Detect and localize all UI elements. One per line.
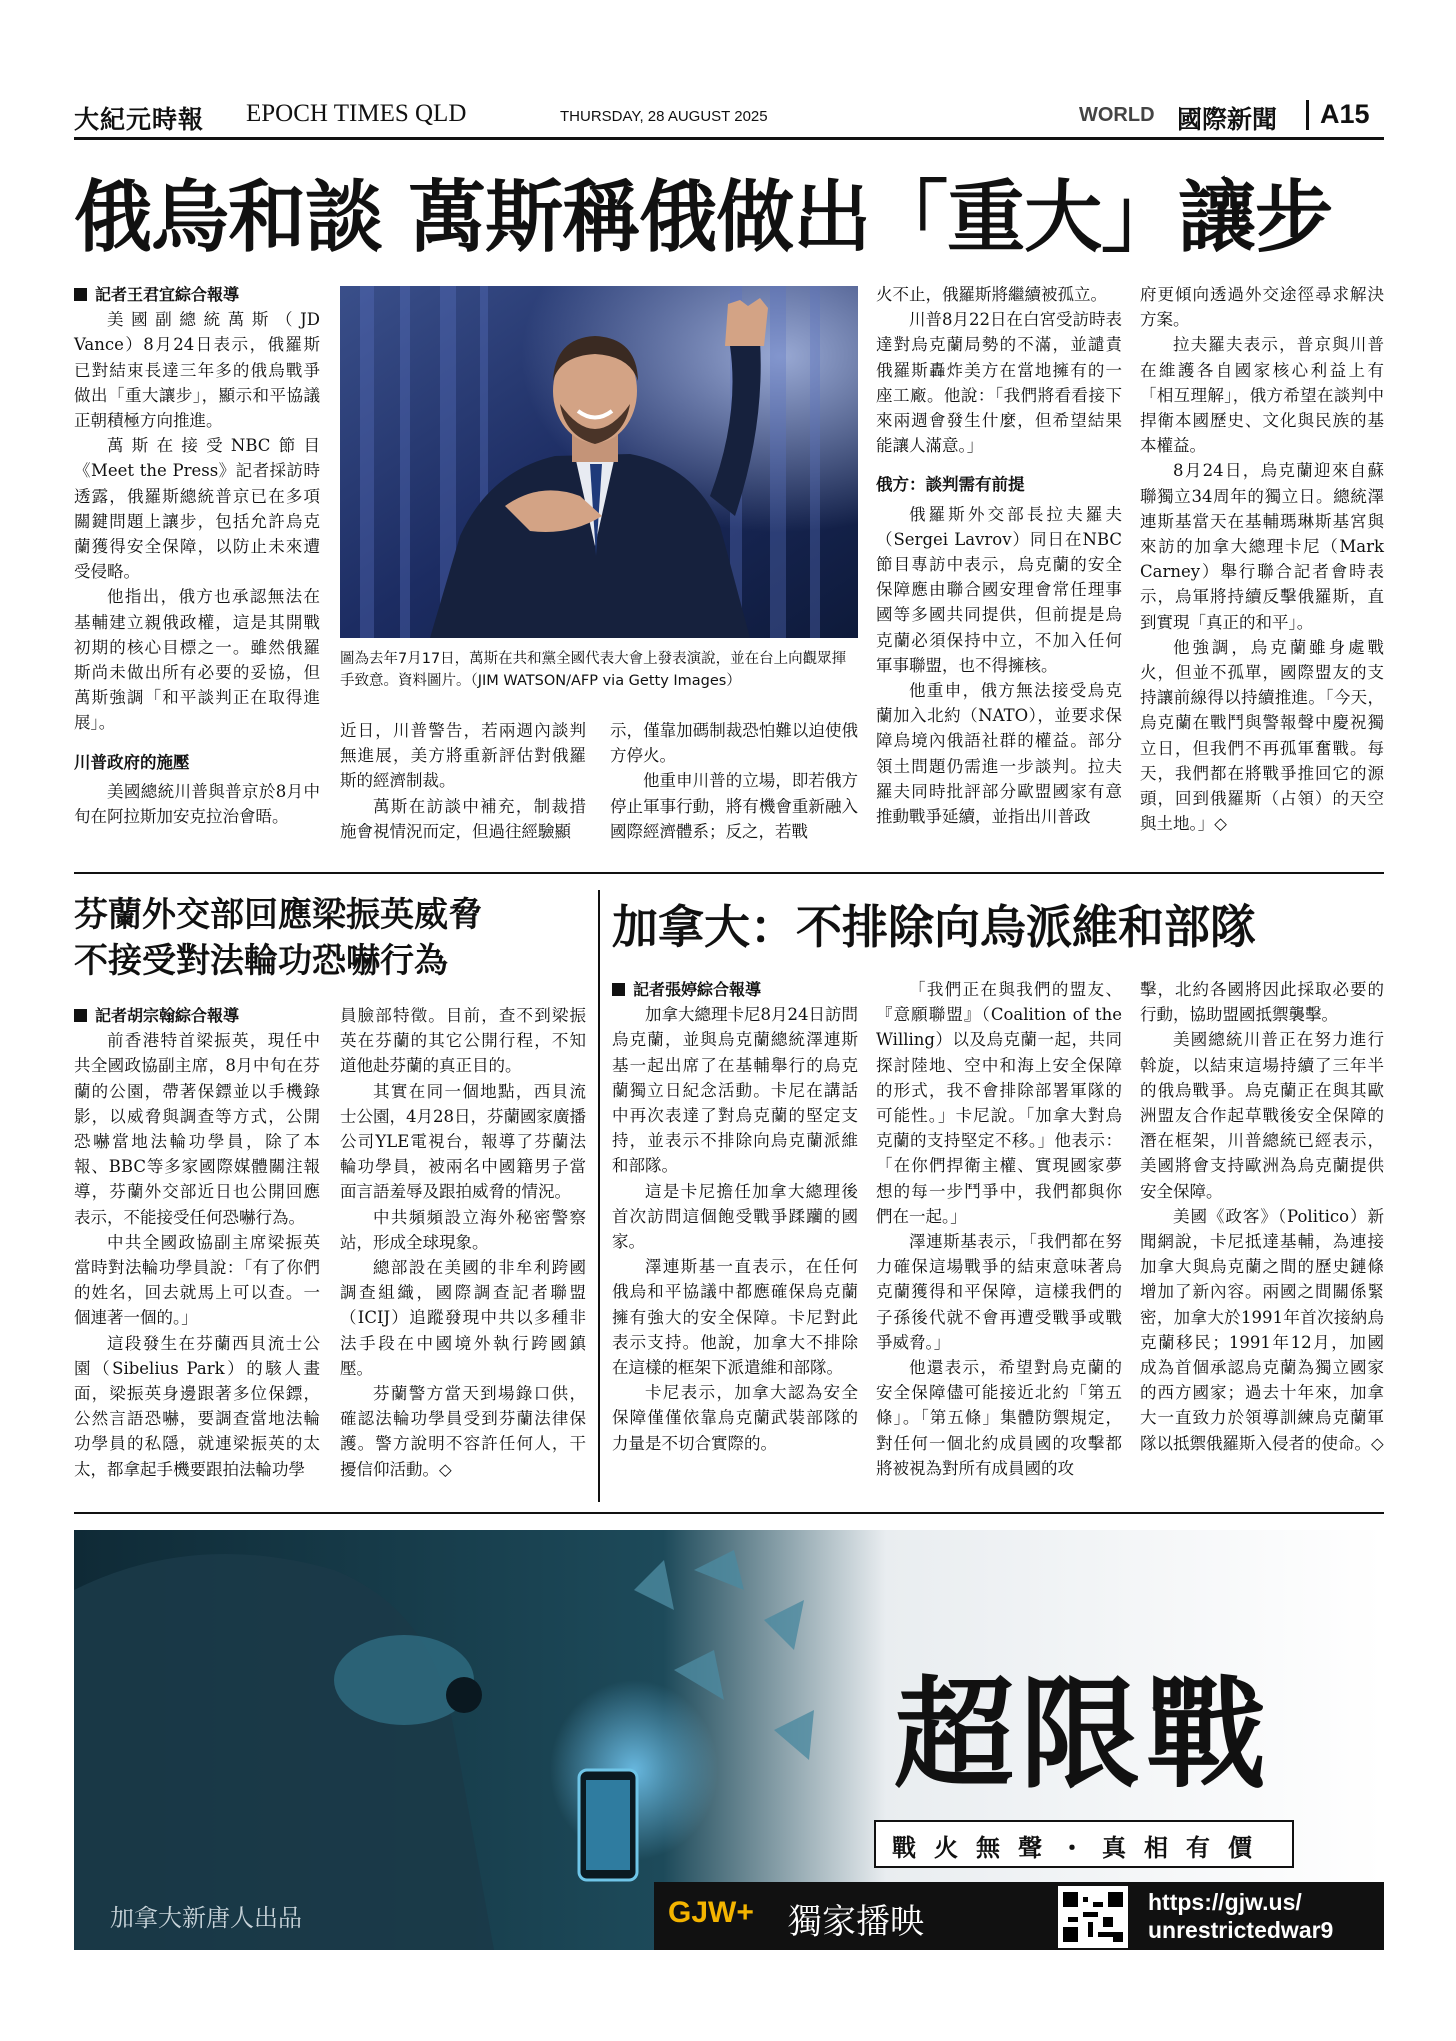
canada-column-1 xyxy=(612,977,858,1456)
photo-caption: 圖為去年7月17日，萬斯在共和黨全國代表大會上發表演說，並在台上向觀眾揮手致意。資料圖片。（JIM WATSON/AFP via Getty Images） xyxy=(340,651,847,689)
paragraph: 其實在同一個地點，西貝流士公園，4月28日，芬蘭國家廣播公司YLE電視台，報導了芬蘭法輪功學員，被兩名中國籍男子當面言語羞辱及跟拍威脅的情況。 xyxy=(340,1081,586,1202)
paragraph: 中共頻頻設立海外秘密警察站，形成全球現象。 xyxy=(340,1207,586,1252)
paragraph: 他指出，俄方也承認無法在基輔建立親俄政權，這是其開戰初期的核心目標之一。雖然俄羅斯尚未做出所有必要的妥協，但萬斯強調「和平談判正在取得進展」。 xyxy=(74,587,320,733)
lead-column-1 xyxy=(74,282,320,829)
lead-column-3 xyxy=(610,718,858,844)
paragraph: 芬蘭警方當天到場錄口供，確認法輪功學員受到芬蘭法律保護。警方說明不容許任何人，干擾信仰活動。◇ xyxy=(340,1384,586,1479)
paragraph: 府更傾向透過外交途徑尋求解決方案。 xyxy=(1140,285,1384,330)
paragraph: 示，僅靠加碼制裁恐怕難以迫使俄方停火。 xyxy=(610,721,858,766)
square-bullet-icon xyxy=(74,1009,87,1022)
paragraph: 8月24日，烏克蘭迎來自蘇聯獨立34周年的獨立日。總統澤連斯基當天在基輔瑪琳斯基宮與來訪的加拿大總理卡尼（Mark Carney）舉行聯合記者會時表示，烏軍將持續反擊俄羅斯，直到實現「真正的和平」。 xyxy=(1140,461,1384,632)
finland-column-1 xyxy=(74,1003,320,1482)
gjw-logo: GJW+ xyxy=(668,1896,754,1929)
finland-column-2 xyxy=(340,1003,586,1482)
lead-column-5 xyxy=(1140,282,1384,836)
lead-photo xyxy=(340,286,858,638)
paragraph: 美國總統川普正在努力進行斡旋，以結束這場持續了三年半的俄烏戰爭。烏克蘭正在與其歐洲盟友合作起草戰後安全保障的潛在框架，川普總統已經表示，美國將會支持歐洲為烏克蘭提供安全保障。 xyxy=(1140,1030,1384,1201)
paragraph: 他重申川普的立場，即若俄方停止軍事行動，將有機會重新融入國際經濟體系；反之，若戰 xyxy=(610,771,858,841)
canada-byline: 記者張婷綜合報導 xyxy=(612,977,858,1002)
finland-headline: 芬蘭外交部回應梁振英威脅 不接受對法輪功恐嚇行為 xyxy=(74,895,482,981)
masthead xyxy=(74,98,1384,132)
paragraph: 澤連斯基表示，「我們都在努力確保這場戰爭的結束意味著烏克蘭獲得和平保障，這樣我們的子孫後代就不會再遭受戰爭或戰爭威脅。」 xyxy=(876,1232,1122,1352)
masthead-rule xyxy=(74,137,1384,140)
vance-photo-illustration xyxy=(340,286,858,638)
newspaper-logo: 大紀元時報 xyxy=(74,105,205,134)
square-bullet-icon xyxy=(612,983,625,996)
paragraph: 火不止，俄羅斯將繼續被孤立。 xyxy=(876,285,1107,304)
paragraph: 近日，川普警告，若兩週內談判無進展，美方將重新評估對俄羅斯的經濟制裁。 xyxy=(340,721,586,791)
square-bullet-icon xyxy=(74,288,87,301)
paragraph: 他強調，烏克蘭雖身處戰火，但並不孤單，國際盟友的支持讓前線得以持續推進。「今天，烏克蘭在戰鬥與警報聲中慶祝獨立日，但我們不再孤軍奮戰。每天，我們都在將戰爭推回它的源頭，回到俄羅斯（占領）的天空與土地。」◇ xyxy=(1140,637,1384,834)
paragraph: 這段發生在芬蘭西貝流士公園（Sibelius Park）的駭人畫面，梁振英身邊跟著多位保鏢，公然言語恐嚇，要調查當地法輪功學員的私隱，就連梁振英的太太，都拿起手機要跟拍法輪功學 xyxy=(74,1333,320,1479)
paragraph: 他還表示，希望對烏克蘭的安全保障儘可能接近北約「第五條」。「第五條」集體防禦規定，對任何一個北約成員國的攻擊都將被視為對所有成員國的攻 xyxy=(876,1358,1122,1478)
ad-producer: 加拿大新唐人出品 xyxy=(110,1904,302,1932)
page-number: A15 xyxy=(1320,99,1370,129)
edition-name: EPOCH TIMES QLD xyxy=(246,100,467,127)
section-divider xyxy=(74,872,1384,874)
lead-subhead-1: 川普政府的施壓 xyxy=(74,752,190,772)
paragraph: 萬斯在訪談中補充，制裁措施會視情況而定，但過往經驗顯 xyxy=(340,796,586,841)
paragraph: 這是卡尼擔任加拿大總理後首次訪問這個飽受戰爭蹂躪的國家。 xyxy=(612,1181,858,1252)
qr-code-icon[interactable] xyxy=(1058,1886,1128,1948)
section-zh: 國際新聞 xyxy=(1177,105,1278,134)
paragraph: 澤連斯基一直表示，在任何俄烏和平協議中都應確保烏克蘭擁有強大的安全保障。卡尼對此表示支持。他說，加拿大不排除在這樣的框架下派遣維和部隊。 xyxy=(612,1257,858,1378)
ad-exclusive: 獨家播映 xyxy=(788,1902,924,1942)
paragraph: 他重申，俄方無法接受烏克蘭加入北約（NATO），並要求保障烏境內俄語社群的權益。部分領土問題仍需進一步談判。拉夫羅夫同時批評部分歐盟國家有意推動戰爭延續，並指出川普政 xyxy=(876,681,1122,827)
paragraph: 前香港特首梁振英，現任中共全國政協副主席，8月中旬在芬蘭的公園，帶著保鏢並以手機錄影，以威脅與調查等方式，公開恐嚇當地法輪功學員，除了本報、BBC等多家國際媒體關注報導，芬蘭外交部近日也公開回應表示，不能接受任何恐嚇行為。 xyxy=(74,1031,320,1227)
section-divider xyxy=(74,1512,1384,1514)
advertisement[interactable] xyxy=(74,1530,1384,1950)
paragraph: 美國《政客》（Politico）新聞網說，卡尼抵達基輔，為連接加拿大與烏克蘭之間的歷史鏈條增加了新內容。兩國之間關係緊密，加拿大於1991年首次接納烏克蘭移民；1991年12月，加國成為首個承認烏克蘭為獨立國家的西方國家；過去十年來，加拿大一直致力於領導訓練烏克蘭軍隊以抵禦俄羅斯入侵者的使命。◇ xyxy=(1140,1206,1384,1453)
paragraph: 美國副總統萬斯（JD Vance）8月24日表示，俄羅斯已對結束長達三年多的俄烏戰爭做出「重大讓步」，顯示和平協議正朝積極方向推進。 xyxy=(74,310,320,431)
lead-column-4 xyxy=(876,282,1122,829)
canada-column-3 xyxy=(1140,977,1384,1456)
paragraph: 俄羅斯外交部長拉夫羅夫（Sergei Lavrov）同日在NBC節目專訪中表示，烏克蘭的安全保障應由聯合國安理會常任理事國等多國共同提供，但前提是烏克蘭必須保持中立，不加入任何軍事聯盟，也不得擁核。 xyxy=(876,504,1122,675)
ad-title: 超限戰 xyxy=(894,1664,1272,1805)
paragraph: 川普8月22日在白宮受訪時表達對烏克蘭局勢的不滿，並譴責俄羅斯轟炸美方在當地擁有的一座工廠。他說：「我們將看看接下來兩週會發生什麼，但希望結果能讓人滿意。」 xyxy=(876,310,1122,456)
ad-url[interactable]: https://gjw.us/ unrestrictedwar9 xyxy=(1148,1889,1334,1943)
paragraph: 中共全國政協副主席梁振英當時對法輪功學員說：「有了你們的姓名，回去就馬上可以查。一個連著一個的。」 xyxy=(74,1232,320,1328)
issue-date: THURSDAY, 28 AUGUST 2025 xyxy=(560,108,768,125)
masthead-divider xyxy=(1306,100,1309,130)
finland-byline: 記者胡宗翰綜合報導 xyxy=(74,1003,320,1028)
lead-subhead-2: 俄方：談判需有前提 xyxy=(876,475,1025,495)
paragraph: 「我們正在與我們的盟友、『意願聯盟』（Coalition of the Willing）以及烏克蘭一起，共同探討陸地、空中和海上安全保障的形式，我不會排除部署軍隊的可能性。」卡尼說。「加拿大對烏克蘭的支持堅定不移。」他表示：「在你們捍衛主權、實現國家夢想的每一步鬥爭中，我們都與你們在一起。」 xyxy=(876,980,1122,1226)
paragraph: 卡尼表示，加拿大認為安全保障僅僅依靠烏克蘭武裝部隊的力量是不切合實際的。 xyxy=(612,1383,858,1453)
paragraph: 拉夫羅夫表示，普京與川普在維護各自國家核心利益上有「相互理解」，俄方希望在談判中捍衛本國歷史、文化與民族的基本權益。 xyxy=(1140,335,1384,456)
paragraph: 擊，北約各國將因此採取必要的行動，協助盟國抵禦襲擊。 xyxy=(1140,980,1384,1025)
paragraph: 美國總統川普與普京於8月中旬在阿拉斯加安克拉治會晤。 xyxy=(74,781,320,827)
paragraph: 萬斯在接受NBC節目《Meet the Press》記者採訪時透露，俄羅斯總統普京已在多項關鍵問題上讓步，包括允許烏克蘭獲得安全保障，以防止未來遭受侵略。 xyxy=(74,436,320,582)
section-en: WORLD xyxy=(1079,104,1155,126)
paragraph: 加拿大總理卡尼8月24日訪問烏克蘭，並與烏克蘭總統澤連斯基一起出席了在基輔舉行的烏克蘭獨立日紀念活動。卡尼在講話中再次表達了對烏克蘭的堅定支持，並表示不排除向烏克蘭派維和部隊。 xyxy=(612,1005,858,1176)
lead-byline: 記者王君宜綜合報導 xyxy=(74,282,320,307)
column-divider xyxy=(598,890,600,1502)
paragraph: 員臉部特徵。目前，查不到梁振英在芬蘭的其它公開行程，不知道他赴芬蘭的真正目的。 xyxy=(340,1006,586,1076)
canada-headline: 加拿大：不排除向烏派維和部隊 xyxy=(612,900,1256,954)
paragraph: 總部設在美國的非牟利跨國調查組織，國際調查記者聯盟（ICIJ）追蹤發現中共以多種非法手段在中國境外執行跨國鎮壓。 xyxy=(340,1258,586,1378)
canada-column-2 xyxy=(876,977,1122,1481)
lead-headline: 俄烏和談 萬斯稱俄做出「重大」讓步 xyxy=(74,172,1333,263)
ad-tagline: 戰火無聲・真相有價 xyxy=(892,1833,1270,1862)
lead-column-2 xyxy=(340,718,586,844)
